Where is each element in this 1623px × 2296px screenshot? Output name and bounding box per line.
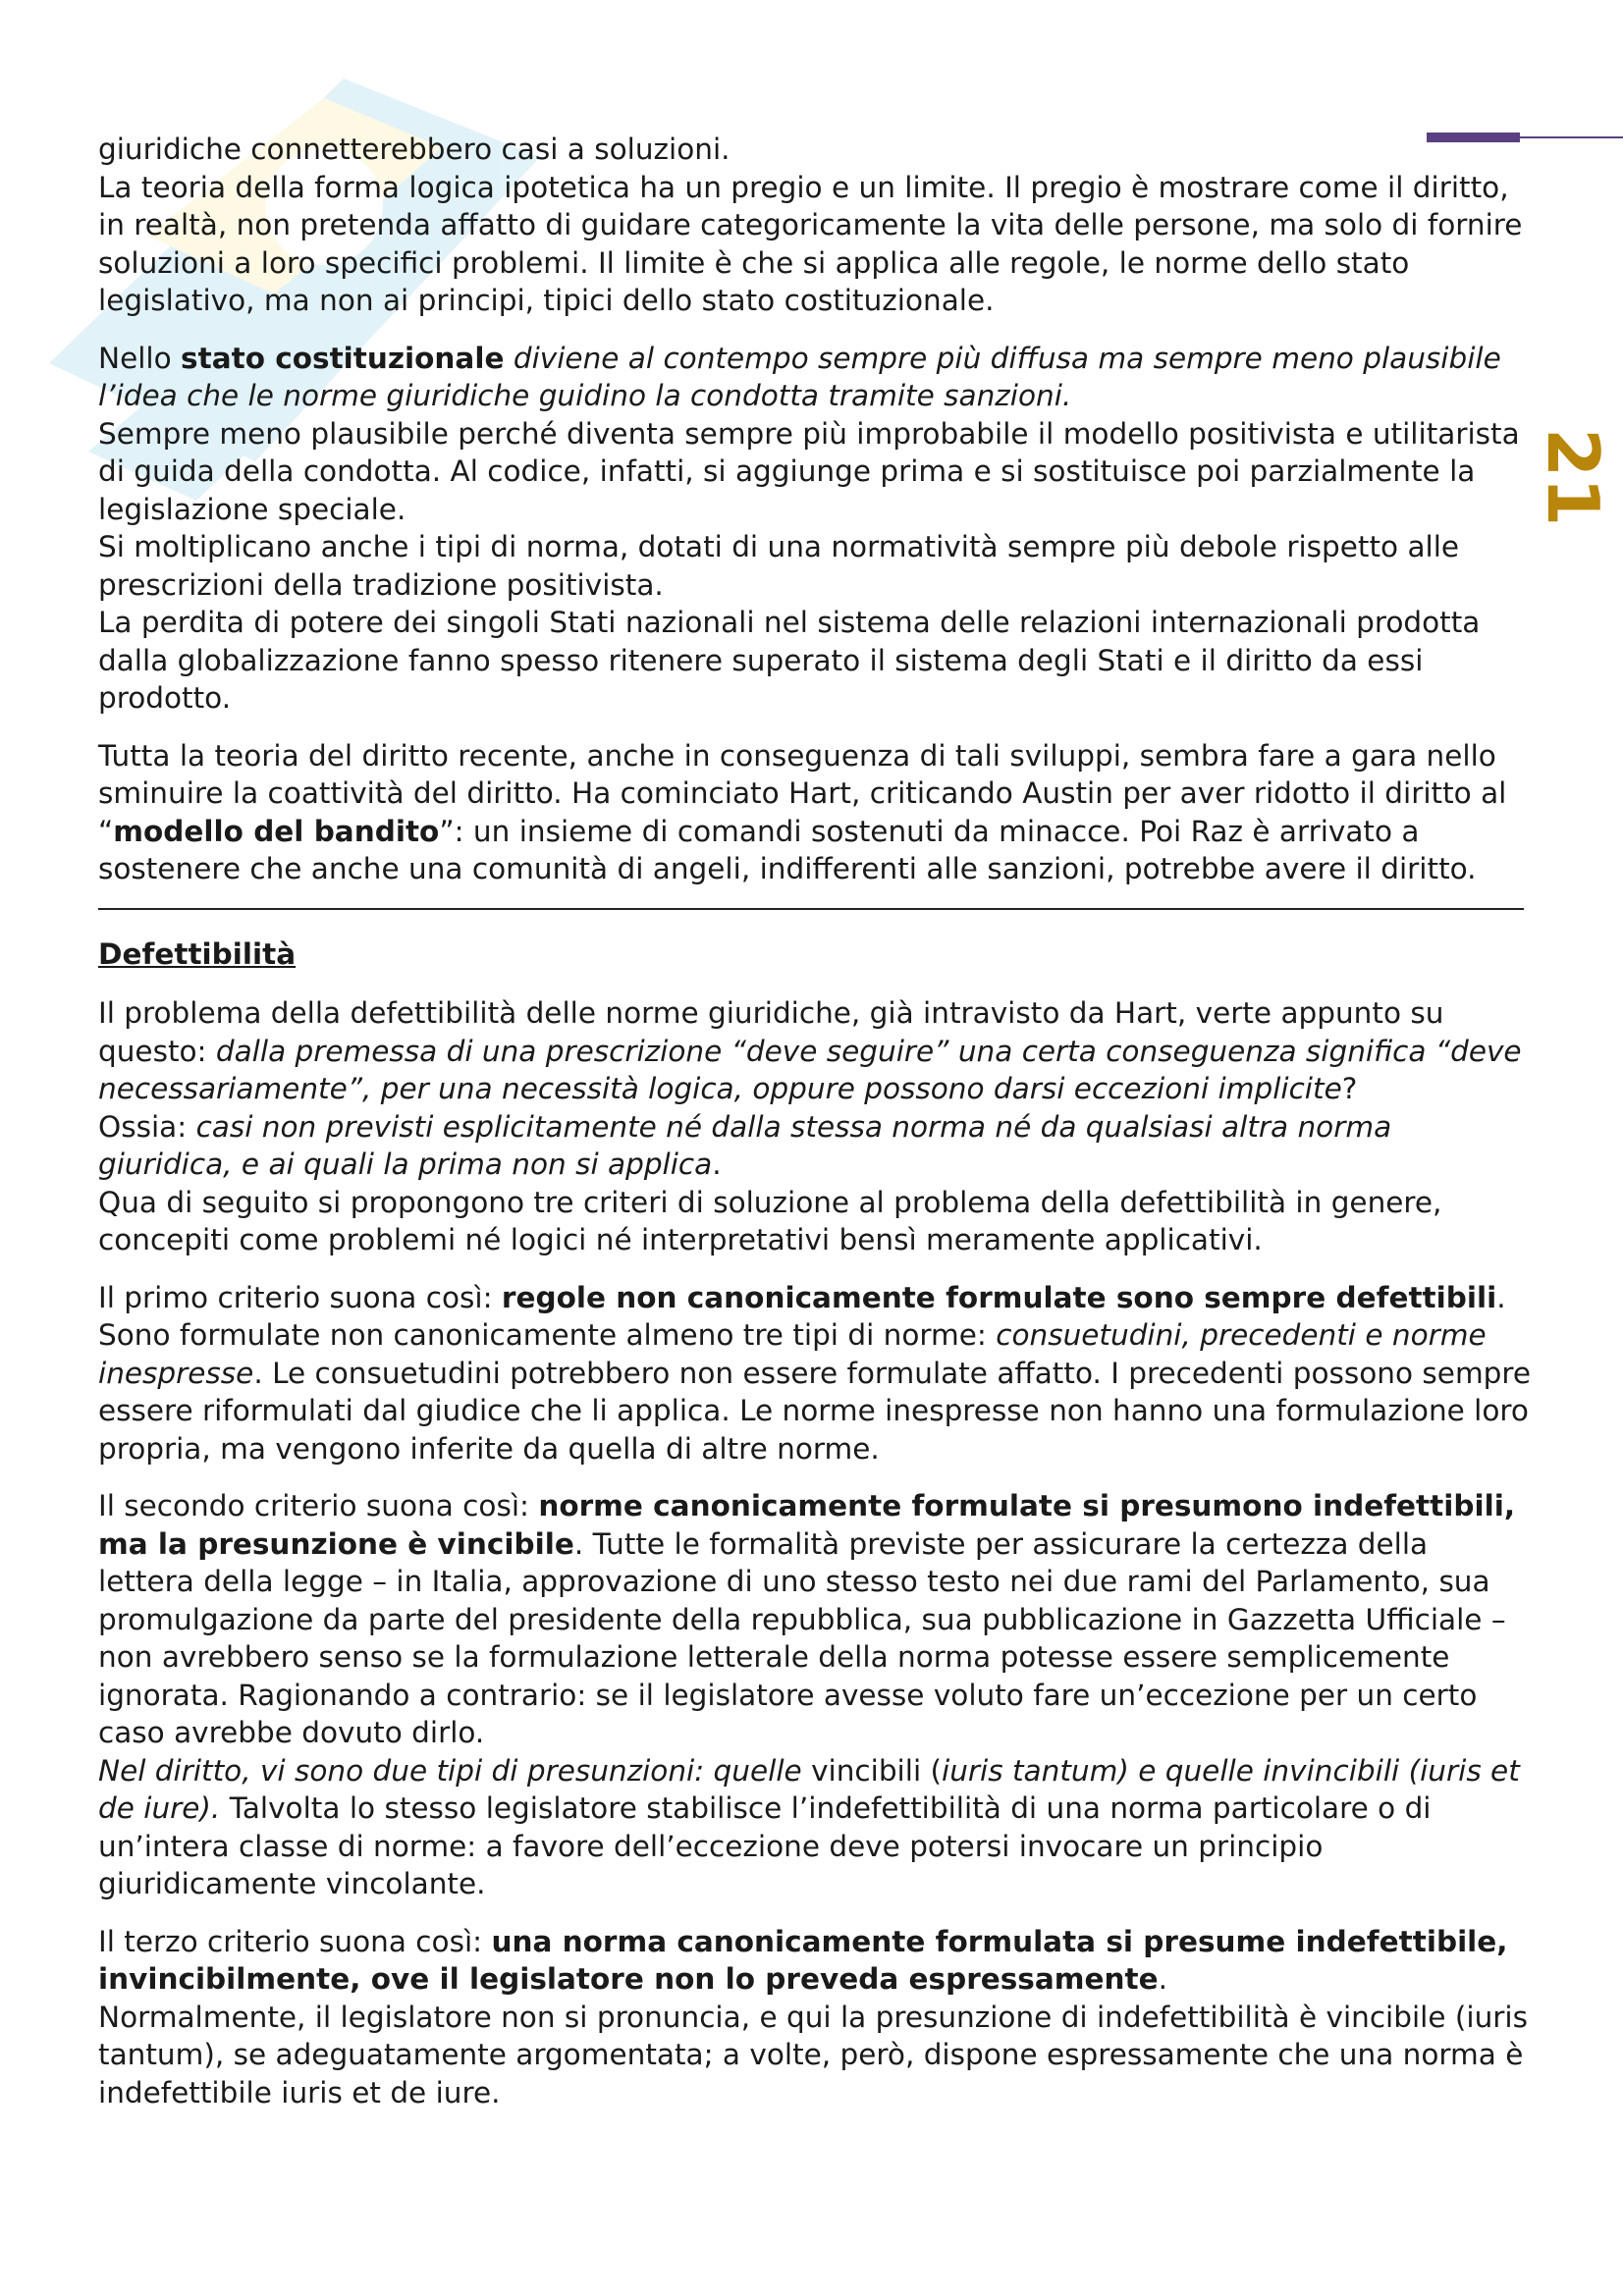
- bold-term: regole non canonicamente formulate sono sempre defettibili: [501, 1280, 1497, 1314]
- section-divider: [98, 908, 1524, 910]
- section-title: Defettibilità: [98, 936, 297, 971]
- paragraph-terzo-criterio: Il terzo criterio suona così: una norma canonicamente formulata si presume indefettibile, invincibilmente, ove il legislatore non lo preveda espressamente. Normalmente, il legislatore non si pronuncia, e qui la presunzione di indefettibilità è vincibile (iuris tantum), se adeguatamente argomentata; a volte, però, dispone espressamente che una norma è indefettibile iuris et de iure.: [98, 1924, 1528, 2109]
- bold-term: modello del bandito: [113, 814, 440, 848]
- paragraph-defettibilita: Il problema della defettibilità delle norme giuridiche, già intravisto da Hart, verte appunto su questo: dalla premessa di una prescrizione “deve seguire” una certa conseguenza significa “deve necessariamente”, per una necessità logica, oppure possono darsi eccezioni implicite? Ossia: casi non previsti esplicitamente né dalla stessa norma né da qualsiasi altra norma giuridica, e ai quali la prima non si applica. Qua di seguito si propongono tre criteri di soluzione al problema della defettibilità in genere, concepiti come problemi né logici né interpretativi bensì meramente applicativi.: [98, 996, 1522, 1256]
- paragraph-forma-logica: giuridiche connetterebbero casi a soluzioni. La teoria della forma logica ipotetica ha un pregio e un limite. Il pregio è mostrare come il diritto, in realtà, non pretenda affatto di guidare categoricamente la vita delle persone, ma solo di fornire soluzioni a loro specifici problemi. Il limite è che si applica alle regole, le norme dello stato legislativo, ma non ai principi, tipici dello stato costituzionale.: [98, 133, 1523, 317]
- bold-term: una norma canonicamente formulata si presume indefettibile, invincibilmente, ove il legislatore non lo preveda espressamente: [98, 1924, 1508, 1996]
- paragraph-primo-criterio: Il primo criterio suona così: regole non canonicamente formulate sono sempre defettibili. Sono formulate non canonicamente almeno tre tipi di norme: consuetudini, precedenti e norme inespresse. Le consuetudini potrebbero non essere formulate affatto. I precedenti possono sempre essere riformulati dal giudice che li applica. Le norme inespresse non hanno una formulazione loro propria, ma vengono inferite da quella di altre norme.: [98, 1280, 1532, 1466]
- bold-term: stato costituzionale: [181, 341, 505, 375]
- page-number: 21: [1532, 428, 1614, 527]
- paragraph-coattivita: Tutta la teoria del diritto recente, anche in conseguenza di tali sviluppi, sembra fare a gara nello sminuire la coattività del diritto. Ha cominciato Hart, criticando Austin per aver ridotto il diritto al “modello del bandito”: un insieme di comandi sostenuti da minacce. Poi Raz è arrivato a sostenere che anche una comunità di angeli, indifferenti alle sanzioni, potrebbe avere il diritto.: [98, 738, 1507, 885]
- paragraph-stato-costituzionale: Nello stato costituzionale diviene al contempo sempre più diffusa ma sempre meno plausibile l’idea che le norme giuridiche guidino la condotta tramite sanzioni. Sempre meno plausibile perché diventa sempre più improbabile il modello positivista e utilitarista di guida della condotta. Al codice, infatti, si aggiunge prima e si sostituisce poi parzialmente la legislazione speciale. Si moltiplicano anche i tipi di norma, dotati di una normatività sempre più debole rispetto alle prescrizioni della tradizione positivista. La perdita di potere dei singoli Stati nazionali nel sistema delle relazioni internazionali prodotta dalla globalizzazione fanno spesso ritenere superato il sistema degli Stati e il diritto da essi prodotto.: [98, 341, 1520, 715]
- bold-term: norme canonicamente formulate si presumono indefettibili, ma la presunzione è vincibile: [98, 1489, 1516, 1561]
- document-body: [98, 131, 1532, 2131]
- paragraph-secondo-criterio: Il secondo criterio suona così: norme canonicamente formulate si presumono indefettibili, ma la presunzione è vincibile. Tutte le formalità previste per assicurare la certezza della lettera della legge – in Italia, approvazione di uno stesso testo nei due rami del Parlamento, sua promulgazione da parte del presidente della repubblica, sua pubblicazione in Gazzetta Ufficiale – non avrebbero senso se la formulazione letterale della norma potesse essere semplicemente ignorata. Ragionando a contrario: se il legislatore avesse voluto fare un’eccezione per un certo caso avrebbe dovuto dirlo. Nel diritto, vi sono due tipi di presunzioni: quelle vincibili (iuris tantum) e quelle invincibili (iuris et de iure). Talvolta lo stesso legislatore stabilisce l’indefettibilità di una norma particolare o di un’intera classe di norme: a favore dell’eccezione deve potersi invocare un principio giuridicamente vincolante.: [98, 1489, 1520, 1900]
